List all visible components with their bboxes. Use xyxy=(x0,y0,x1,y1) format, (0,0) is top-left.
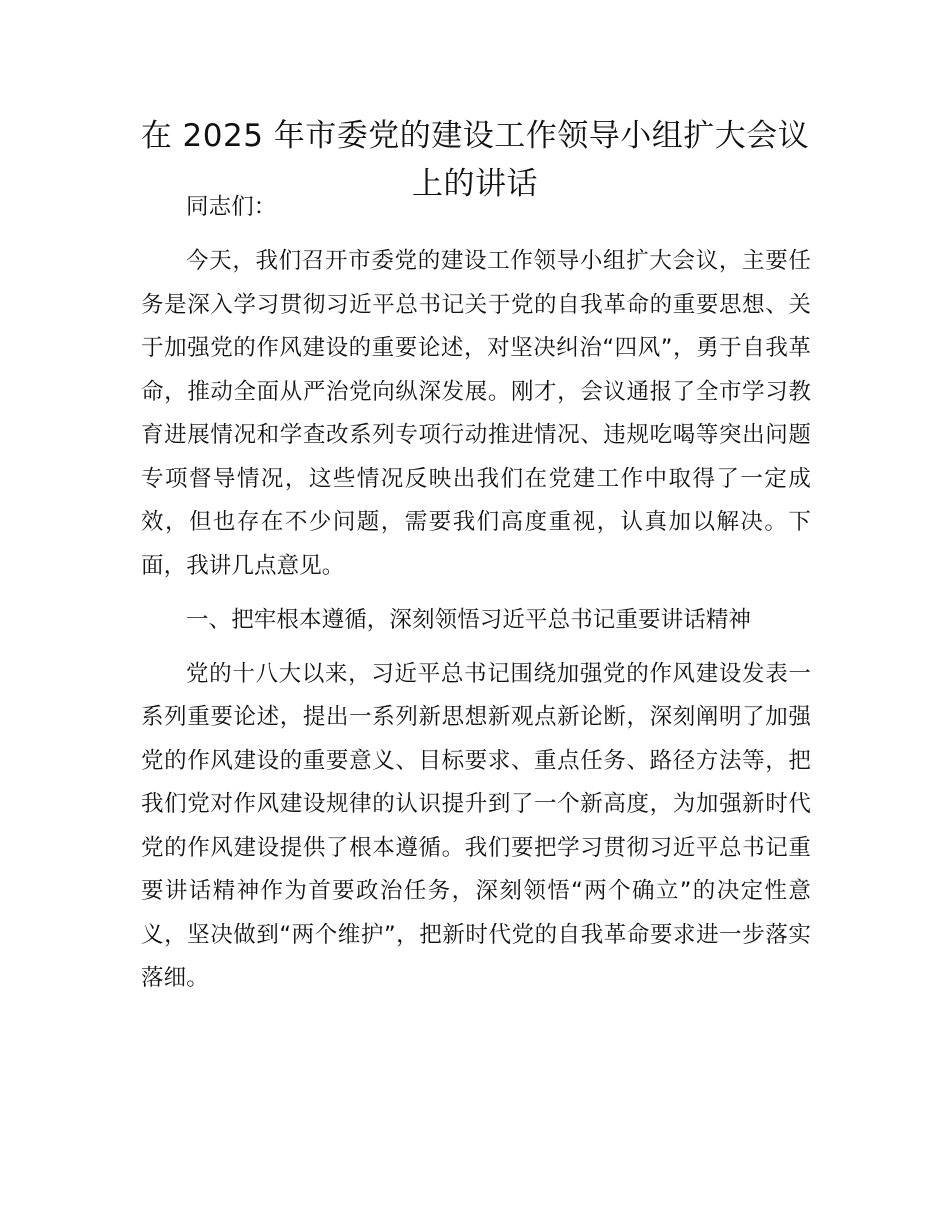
salutation: 同志们： xyxy=(186,194,277,220)
paragraph-intro: 今天，我们召开市委党的建设工作领导小组扩大会议，主要任务是深入学习贯彻习近平总书记关于党的自我革命的重要思想、关于加强党的作风建设的重要论述，对坚决纠治“四风”，勇于自我革命，推动全面从严治党向纵深发展。刚才，会议通报了全市学习教育进展情况和学查改系列专项行动推进情况、违规吃喝等突出问题专项督导情况，这些情况反映出我们在党建工作中取得了一定成效，但也存在不少问题，需要我们高度重视，认真加以解决。下面，我讲几点意见。 xyxy=(141,248,811,579)
document-title: 在 2025 年市委党的建设工作领导小组扩大会议上的讲话 xyxy=(140,118,810,202)
paragraph-section-1: 党的十八大以来，习近平总书记围绕加强党的作风建设发表一系列重要论述，提出一系列新思想新观点新论断，深刻阐明了加强党的作风建设的重要意义、目标要求、重点任务、路径方法等，把我们党对作风建设规律的认识提升到了一个新高度，为加强新时代党的作风建设提供了根本遵循。我们要把学习贯彻习近平总书记重要讲话精神作为首要政治任务，深刻领悟“两个确立”的决定性意义，坚决做到“两个维护”，把新时代党的自我革命要求进一步落实落细。 xyxy=(141,660,811,991)
section-heading-1: 一、把牢根本遵循，深刻领悟习近平总书记重要讲话精神 xyxy=(186,606,752,633)
document-body xyxy=(141,186,811,1001)
